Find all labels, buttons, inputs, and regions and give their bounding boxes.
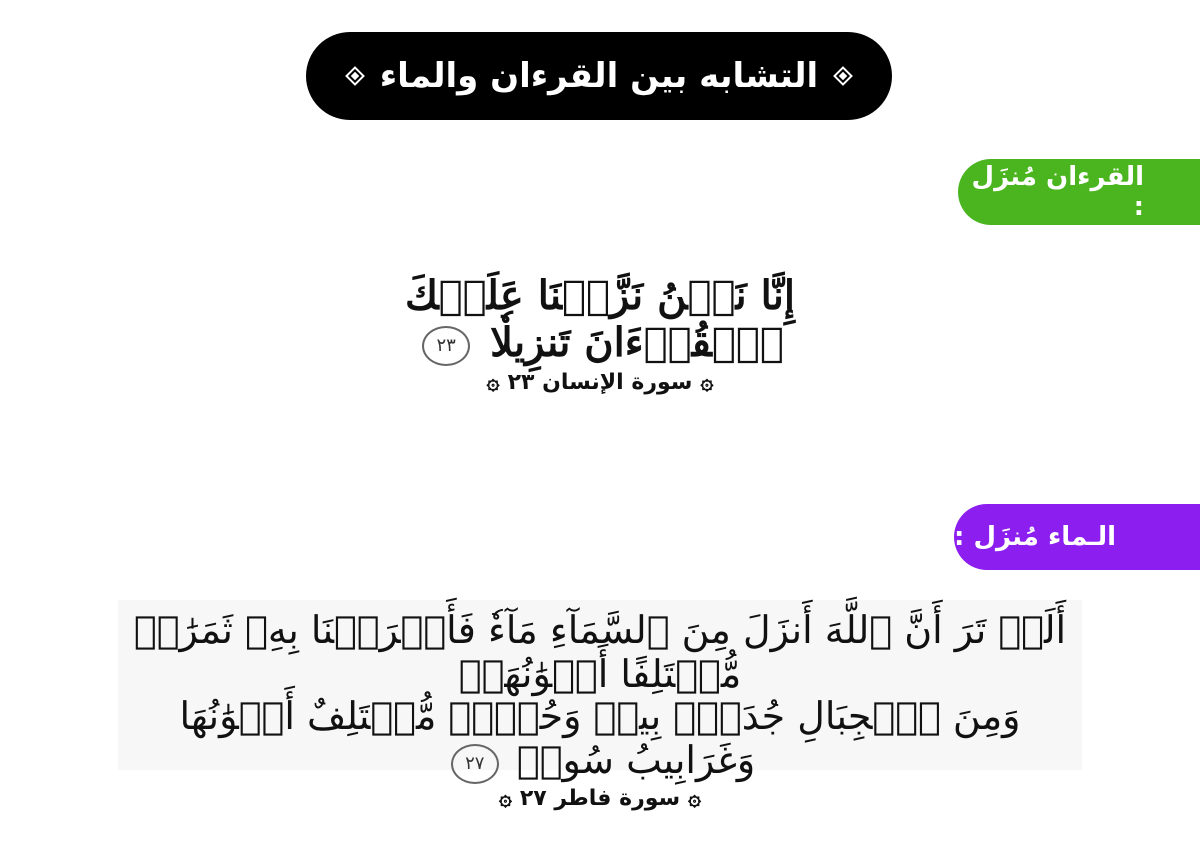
reference-insan bbox=[420, 370, 780, 395]
bracket-ornament-icon: ۞ bbox=[498, 786, 512, 811]
section-label-water: الـماء مُنزَل : bbox=[954, 504, 1200, 570]
reference-text: سورة الإنسان ٢٣ bbox=[507, 370, 693, 395]
verse-fatir-line-2 bbox=[118, 694, 1082, 784]
reference-fatir bbox=[420, 786, 780, 811]
verse-insan bbox=[300, 272, 900, 366]
verse-text: أَلَمۡ تَرَ أَنَّ ٱللَّهَ أَنزَلَ مِنَ ٱلسَّمَآءِ مَآءٗ فَأَخۡرَجۡنَا بِهِۦ ثَمَرَٰتٖ مُّخۡتَلِفًا أَلۡوَٰنُهَاۚ bbox=[133, 608, 1067, 696]
verse-fatir-line-1 bbox=[118, 608, 1082, 696]
section-label-quran: القرءان مُنزَل : bbox=[958, 159, 1200, 225]
page-title: التشابه بين القرءان والماء bbox=[379, 56, 819, 96]
ayah-number-icon: ٢٣ bbox=[422, 326, 470, 366]
bracket-ornament-icon: ۞ bbox=[688, 786, 702, 811]
diamond-icon bbox=[348, 69, 362, 83]
verse-text: إِنَّا نَحۡنُ نَزَّلۡنَا عَلَيۡكَ ٱلۡقُرۡءَانَ تَنزِيلٗا bbox=[404, 272, 796, 366]
title-banner bbox=[306, 32, 892, 120]
bracket-ornament-icon: ۞ bbox=[700, 370, 714, 395]
bracket-ornament-icon: ۞ bbox=[486, 370, 500, 395]
reference-text: سورة فاطر ٢٧ bbox=[519, 786, 681, 811]
verse-text: وَمِنَ ٱلۡجِبَالِ جُدَدُۢ بِيضٞ وَحُمۡرٞ مُّخۡتَلِفٌ أَلۡوَٰنُهَا وَغَرَابِيبُ سُودٞ bbox=[179, 694, 1021, 782]
diamond-icon bbox=[836, 69, 850, 83]
ayah-number-icon: ٢٧ bbox=[451, 744, 499, 784]
